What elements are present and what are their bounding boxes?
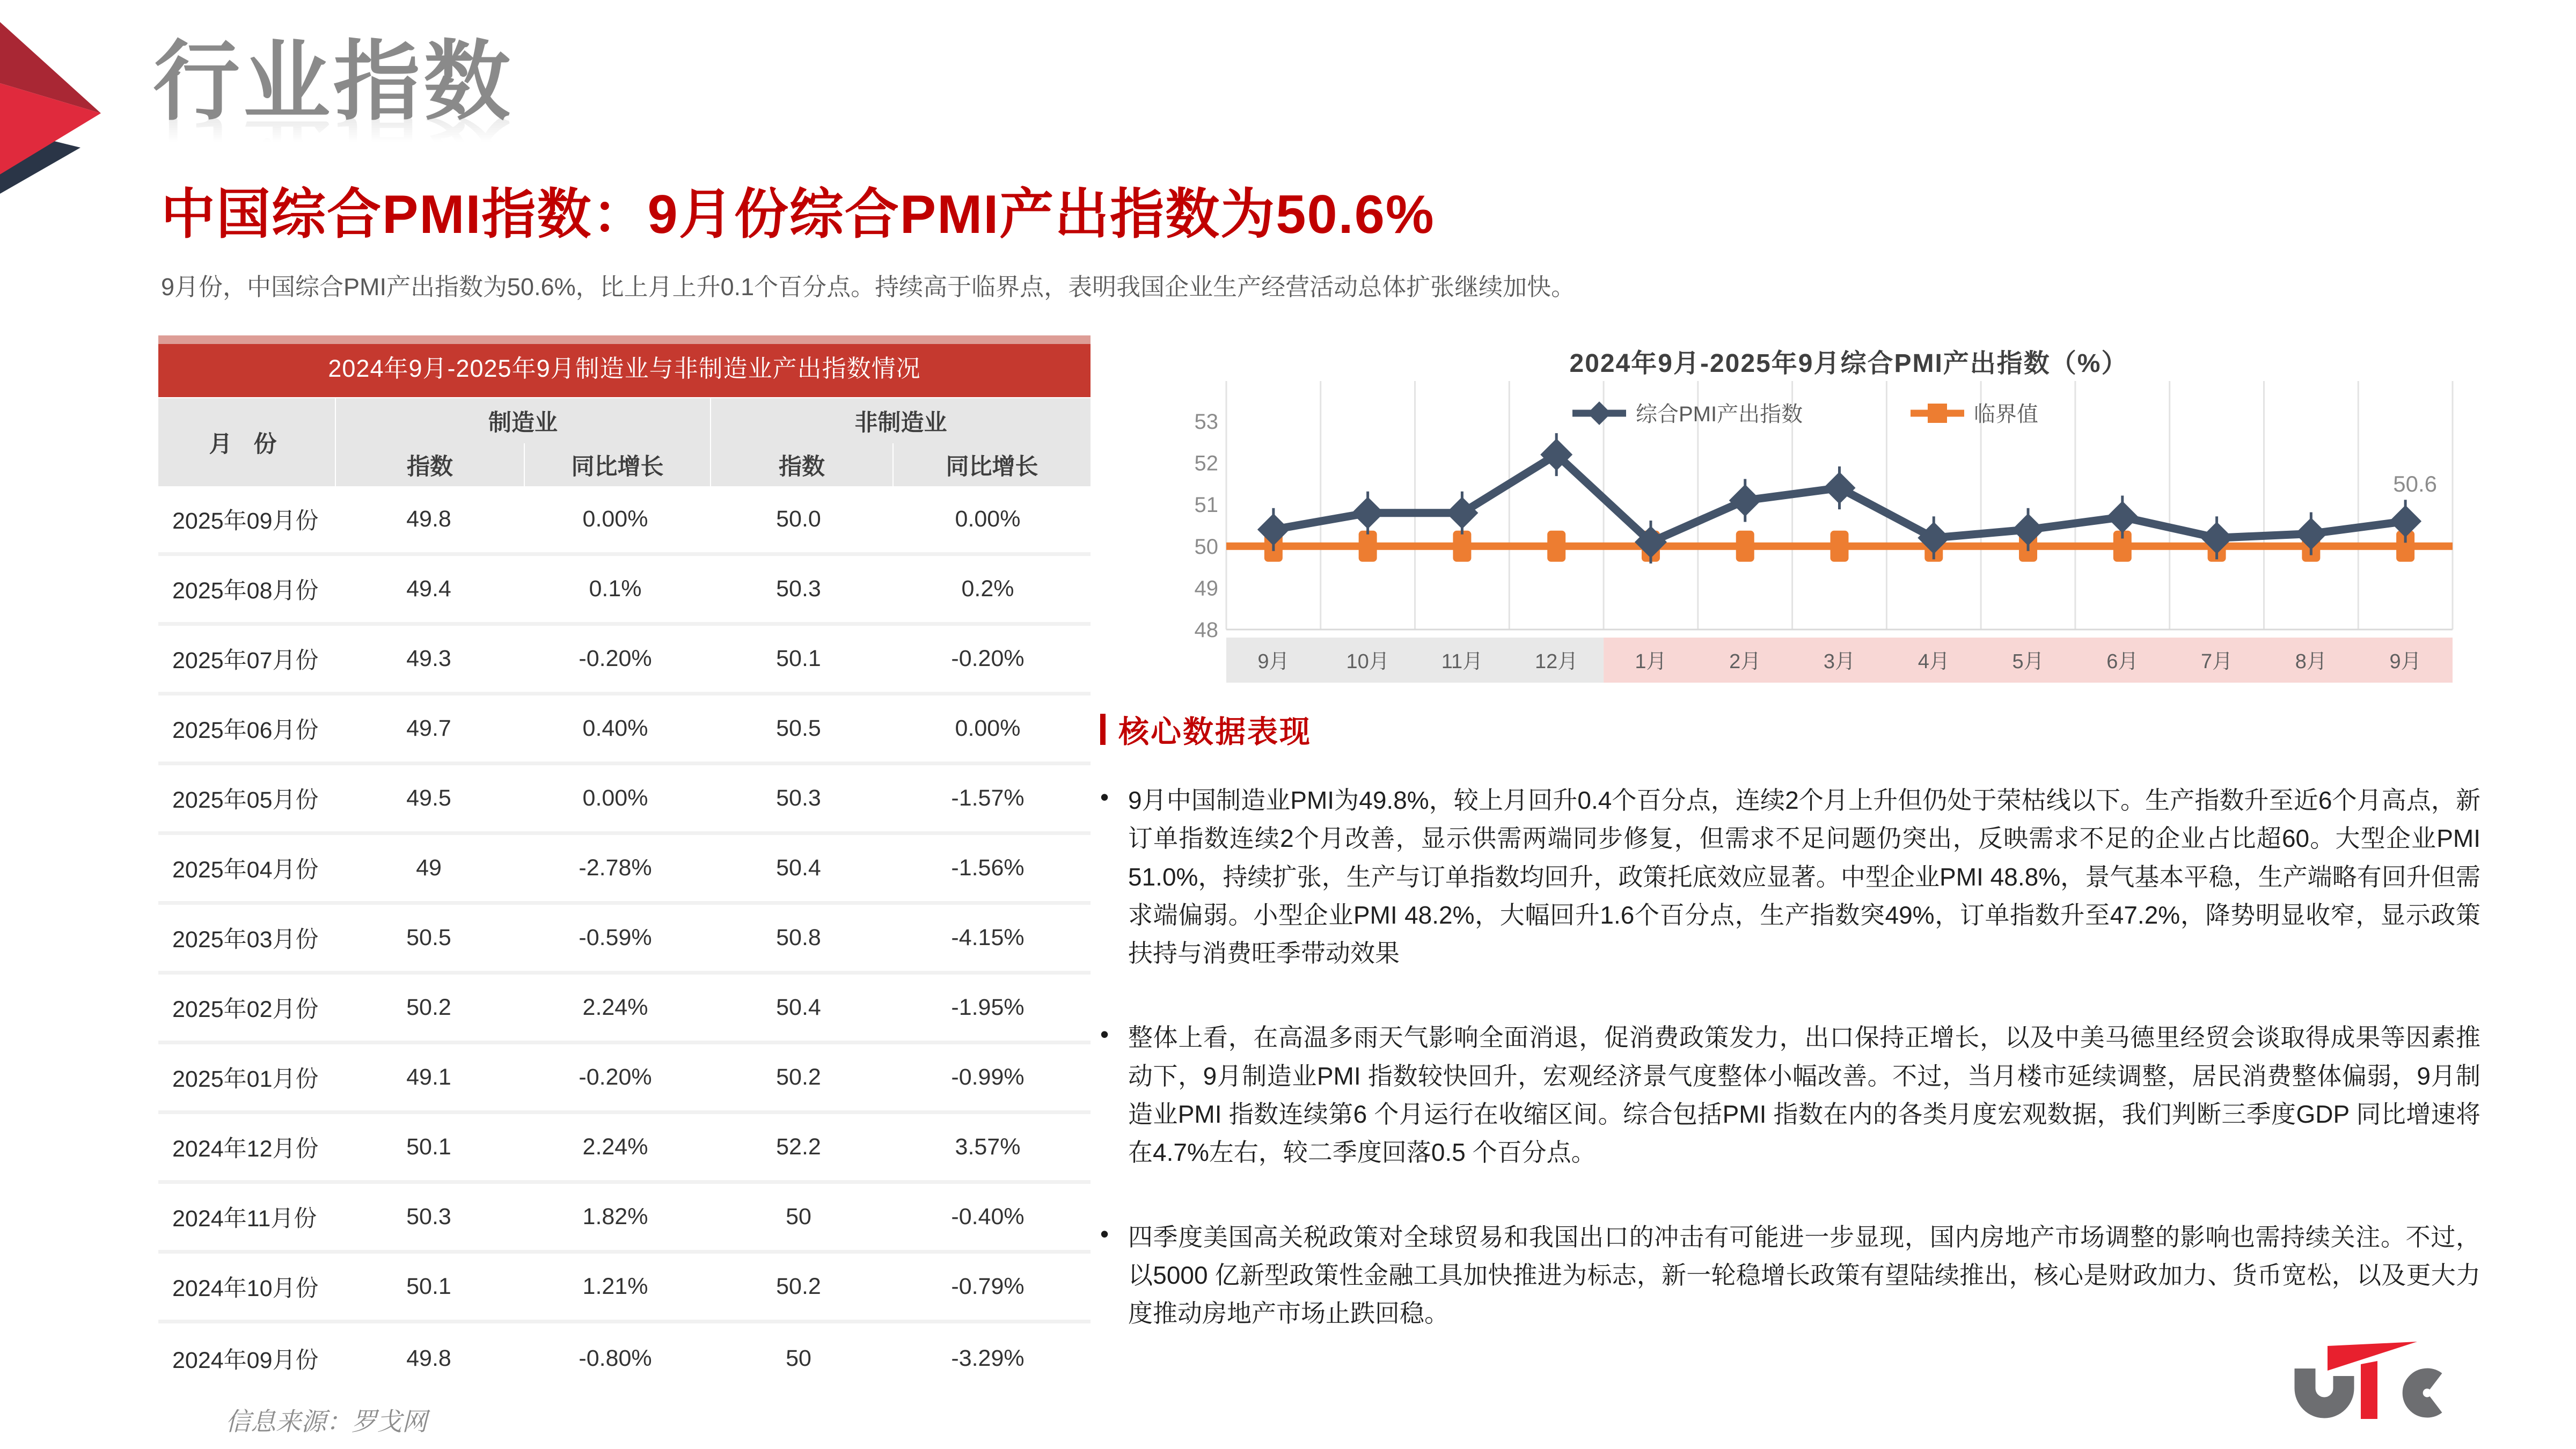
svg-text:50: 50 <box>1194 535 1218 559</box>
svg-text:52: 52 <box>1194 451 1218 475</box>
cell-value: 50 <box>786 1345 811 1371</box>
cell-value: 49.3 <box>406 646 451 671</box>
cell-value: 50.3 <box>406 1204 451 1230</box>
svg-text:10月: 10月 <box>1346 650 1389 673</box>
svg-text:50.6: 50.6 <box>2393 471 2437 497</box>
svg-text:8月: 8月 <box>2295 650 2327 673</box>
cell-value: -1.57% <box>951 785 1024 811</box>
cell-value: 49.8 <box>406 1345 451 1371</box>
svg-text:2月: 2月 <box>1729 650 1761 673</box>
col-header-month: 月 份 <box>158 398 335 486</box>
table-row <box>158 696 1091 765</box>
cell-value: -4.15% <box>951 925 1024 950</box>
table-row <box>158 486 1091 556</box>
cell-value: -1.95% <box>951 994 1024 1020</box>
cell-value: 0.40% <box>582 715 648 741</box>
cell-value: 50.5 <box>776 715 821 741</box>
cell-month: 2025年06月份 <box>172 718 319 743</box>
cell-value: 0.00% <box>582 506 648 532</box>
table-row <box>158 1184 1091 1254</box>
cell-value: -0.80% <box>579 1345 652 1371</box>
svg-text:11月: 11月 <box>1441 650 1483 673</box>
cell-value: 0.00% <box>955 715 1021 741</box>
table-row <box>158 835 1091 905</box>
table-body <box>158 486 1091 1393</box>
pmi-line-chart-icon <box>1194 338 2501 708</box>
cell-value: 49.5 <box>406 785 451 811</box>
chart-title: 2024年9月-2025年9月综合PMI产出指数（%） <box>1569 349 2128 378</box>
core-bullet <box>1100 1218 2506 1333</box>
svg-text:5月: 5月 <box>2012 650 2044 673</box>
svg-text:9月: 9月 <box>1257 650 1290 673</box>
svg-text:6月: 6月 <box>2106 650 2139 673</box>
cell-value: 49.7 <box>406 715 451 741</box>
cell-value: 50.1 <box>776 646 821 671</box>
cell-month: 2025年01月份 <box>172 1066 319 1092</box>
cell-month: 2025年09月份 <box>172 508 319 534</box>
cell-value: 50.1 <box>406 1134 451 1160</box>
cell-value: -1.56% <box>951 855 1024 881</box>
core-bullet <box>1100 781 2506 972</box>
slide-heading: 中国综合PMI指数：9月份综合PMI产出指数为50.6% <box>161 185 1435 245</box>
cell-value: -0.20% <box>579 1064 652 1090</box>
cell-value: 50.3 <box>776 576 821 602</box>
table-row <box>158 556 1091 626</box>
core-heading: 核心数据表现 <box>1118 715 1312 749</box>
table-row <box>158 1254 1091 1323</box>
bullet-dot-icon: • <box>1100 1020 1109 1049</box>
cell-value: 0.2% <box>961 576 1014 602</box>
table-title: 2024年9月-2025年9月制造业与非制造业产出指数情况 <box>158 335 1091 397</box>
cell-value: 49.1 <box>406 1064 451 1090</box>
cell-month: 2025年05月份 <box>172 787 319 813</box>
svg-text:49: 49 <box>1194 576 1218 601</box>
col-group-manufacturing: 制造业 <box>336 398 710 443</box>
cell-value: 50.2 <box>776 1064 821 1090</box>
col-header-nonmfg-yoy: 同比增长 <box>894 443 1091 486</box>
col-header-nonmfg-index: 指数 <box>711 443 892 486</box>
cell-value: -0.79% <box>951 1274 1024 1299</box>
cell-value: 1.82% <box>582 1204 648 1230</box>
cell-month: 2024年12月份 <box>172 1136 319 1162</box>
table-row <box>158 1044 1091 1114</box>
core-heading-row <box>1100 707 2506 751</box>
page-title: 行业指数 <box>153 33 514 130</box>
cell-value: 49.8 <box>406 506 451 532</box>
cell-value: 2.24% <box>582 1134 648 1160</box>
table-row <box>158 1114 1091 1184</box>
table-row <box>158 975 1091 1044</box>
cell-value: -0.40% <box>951 1204 1024 1230</box>
table-row <box>158 905 1091 975</box>
core-bullet <box>1100 1019 2506 1172</box>
table-row <box>158 765 1091 835</box>
cell-value: 0.1% <box>589 576 642 602</box>
cell-value: -0.59% <box>579 925 652 950</box>
cell-value: 50.1 <box>406 1274 451 1299</box>
bullet-text: 9月中国制造业PMI为49.8%，较上月回升0.4个百分点，连续2个月上升但仍处于荣枯线以下。生产指数升至近6个月高点，新订单指数连续2个月改善，显示供需两端同步修复，但需求不足问题仍突出，反映需求不足的企业占比超60。大型企业PMI 51.0%，持续扩张，生产与订单指数均回升，政策托底效应显著。中型企业PMI 48.8%，景气基本平稳，生产端略有回升但需求端偏弱。小型企业PMI 48.2%，大幅回升1.6个百分点，生产指数突49%，订单指数升至47.2%，降势明显收窄，显示政策扶持与消费旺季带动效果 <box>1128 786 2480 968</box>
svg-text:1月: 1月 <box>1635 650 1667 673</box>
cell-month: 2024年10月份 <box>172 1276 319 1301</box>
col-group-non-manufacturing: 非制造业 <box>711 398 1091 443</box>
cell-value: 50.0 <box>776 506 821 532</box>
bullet-dot-icon: • <box>1100 1219 1109 1248</box>
utc-logo-icon <box>2290 1337 2449 1434</box>
cell-value: 50.5 <box>406 925 451 950</box>
svg-text:48: 48 <box>1194 618 1218 642</box>
pmi-chart <box>1194 338 2501 708</box>
svg-text:综合PMI产出指数: 综合PMI产出指数 <box>1636 402 1803 426</box>
cell-month: 2025年03月份 <box>172 927 319 953</box>
col-header-mfg-yoy: 同比增长 <box>525 443 710 486</box>
source-note: 信息来源：罗戈网 <box>225 1407 427 1436</box>
svg-text:51: 51 <box>1194 493 1218 517</box>
cell-value: -0.20% <box>579 646 652 671</box>
cell-value: 50.8 <box>776 925 821 950</box>
table-row <box>158 626 1091 696</box>
col-header-mfg-index: 指数 <box>336 443 524 486</box>
cell-value: 3.57% <box>955 1134 1021 1160</box>
cell-value: 52.2 <box>776 1134 821 1160</box>
svg-text:3月: 3月 <box>1823 650 1856 673</box>
bullet-dot-icon: • <box>1100 783 1109 811</box>
slide-subtitle: 9月份，中国综合PMI产出指数为50.6%，比上月上升0.1个百分点。持续高于临界点，表明我国企业生产经营活动总体扩张继续加快。 <box>161 273 1576 301</box>
svg-text:53: 53 <box>1194 410 1218 434</box>
bullet-text: 四季度美国高关税政策对全球贸易和我国出口的冲击有可能进一步显现，国内房地产市场调整的影响也需持续关注。不过，以5000 亿新型政策性金融工具加快推进为标志，新一轮稳增长政策有望陆续推出，核心是财政加力、货币宽松，以及更大力度推动房地产市场止跌回稳。 <box>1128 1223 2480 1328</box>
cell-value: 2.24% <box>582 994 648 1020</box>
svg-text:4月: 4月 <box>1918 650 1950 673</box>
cell-value: -0.99% <box>951 1064 1024 1090</box>
cell-value: -0.20% <box>951 646 1024 671</box>
svg-text:12月: 12月 <box>1535 650 1578 673</box>
cell-value: 0.00% <box>955 506 1021 532</box>
corner-arrow-decoration-icon <box>0 15 107 203</box>
core-bullets <box>1100 781 2506 1333</box>
core-analysis-section <box>1100 707 2506 1379</box>
cell-month: 2024年11月份 <box>172 1206 317 1232</box>
cell-value: 49.4 <box>406 576 451 602</box>
red-bar-icon <box>1100 714 1106 745</box>
cell-value: -2.78% <box>579 855 652 881</box>
cell-value: 50.2 <box>406 994 451 1020</box>
table-header <box>158 398 1091 486</box>
cell-month: 2025年02月份 <box>172 997 319 1022</box>
cell-value: 0.00% <box>582 785 648 811</box>
cell-value: 50.3 <box>776 785 821 811</box>
bullet-text: 整体上看，在高温多雨天气影响全面消退，促消费政策发力，出口保持正增长，以及中美马德里经贸会谈取得成果等因素推动下，9月制造业PMI 指数较快回升，宏观经济景气度整体小幅改善。不过，当月楼市延续调整，居民消费整体偏弱，9月制造业PMI 指数连续第6 个月运行在收缩区间。综合包括PMI 指数在内的各类月度宏观数据，我们判断三季度GDP 同比增速将在4.7%左右，较二季度回落0.5 个百分点。 <box>1128 1023 2480 1167</box>
svg-text:临界值: 临界值 <box>1974 402 2038 426</box>
cell-value: 50 <box>786 1204 811 1230</box>
cell-value: -3.29% <box>951 1345 1024 1371</box>
svg-text:7月: 7月 <box>2201 650 2233 673</box>
cell-month: 2025年07月份 <box>172 648 319 674</box>
svg-text:9月: 9月 <box>2389 650 2421 673</box>
table-row <box>158 1323 1091 1393</box>
cell-month: 2025年08月份 <box>172 578 319 604</box>
cell-value: 49 <box>416 855 442 881</box>
cell-value: 50.2 <box>776 1274 821 1299</box>
cell-month: 2025年04月份 <box>172 857 319 883</box>
cell-value: 50.4 <box>776 994 821 1020</box>
pmi-table <box>158 335 1091 1393</box>
cell-month: 2024年09月份 <box>172 1347 319 1373</box>
cell-value: 50.4 <box>776 855 821 881</box>
cell-value: 1.21% <box>582 1274 648 1299</box>
